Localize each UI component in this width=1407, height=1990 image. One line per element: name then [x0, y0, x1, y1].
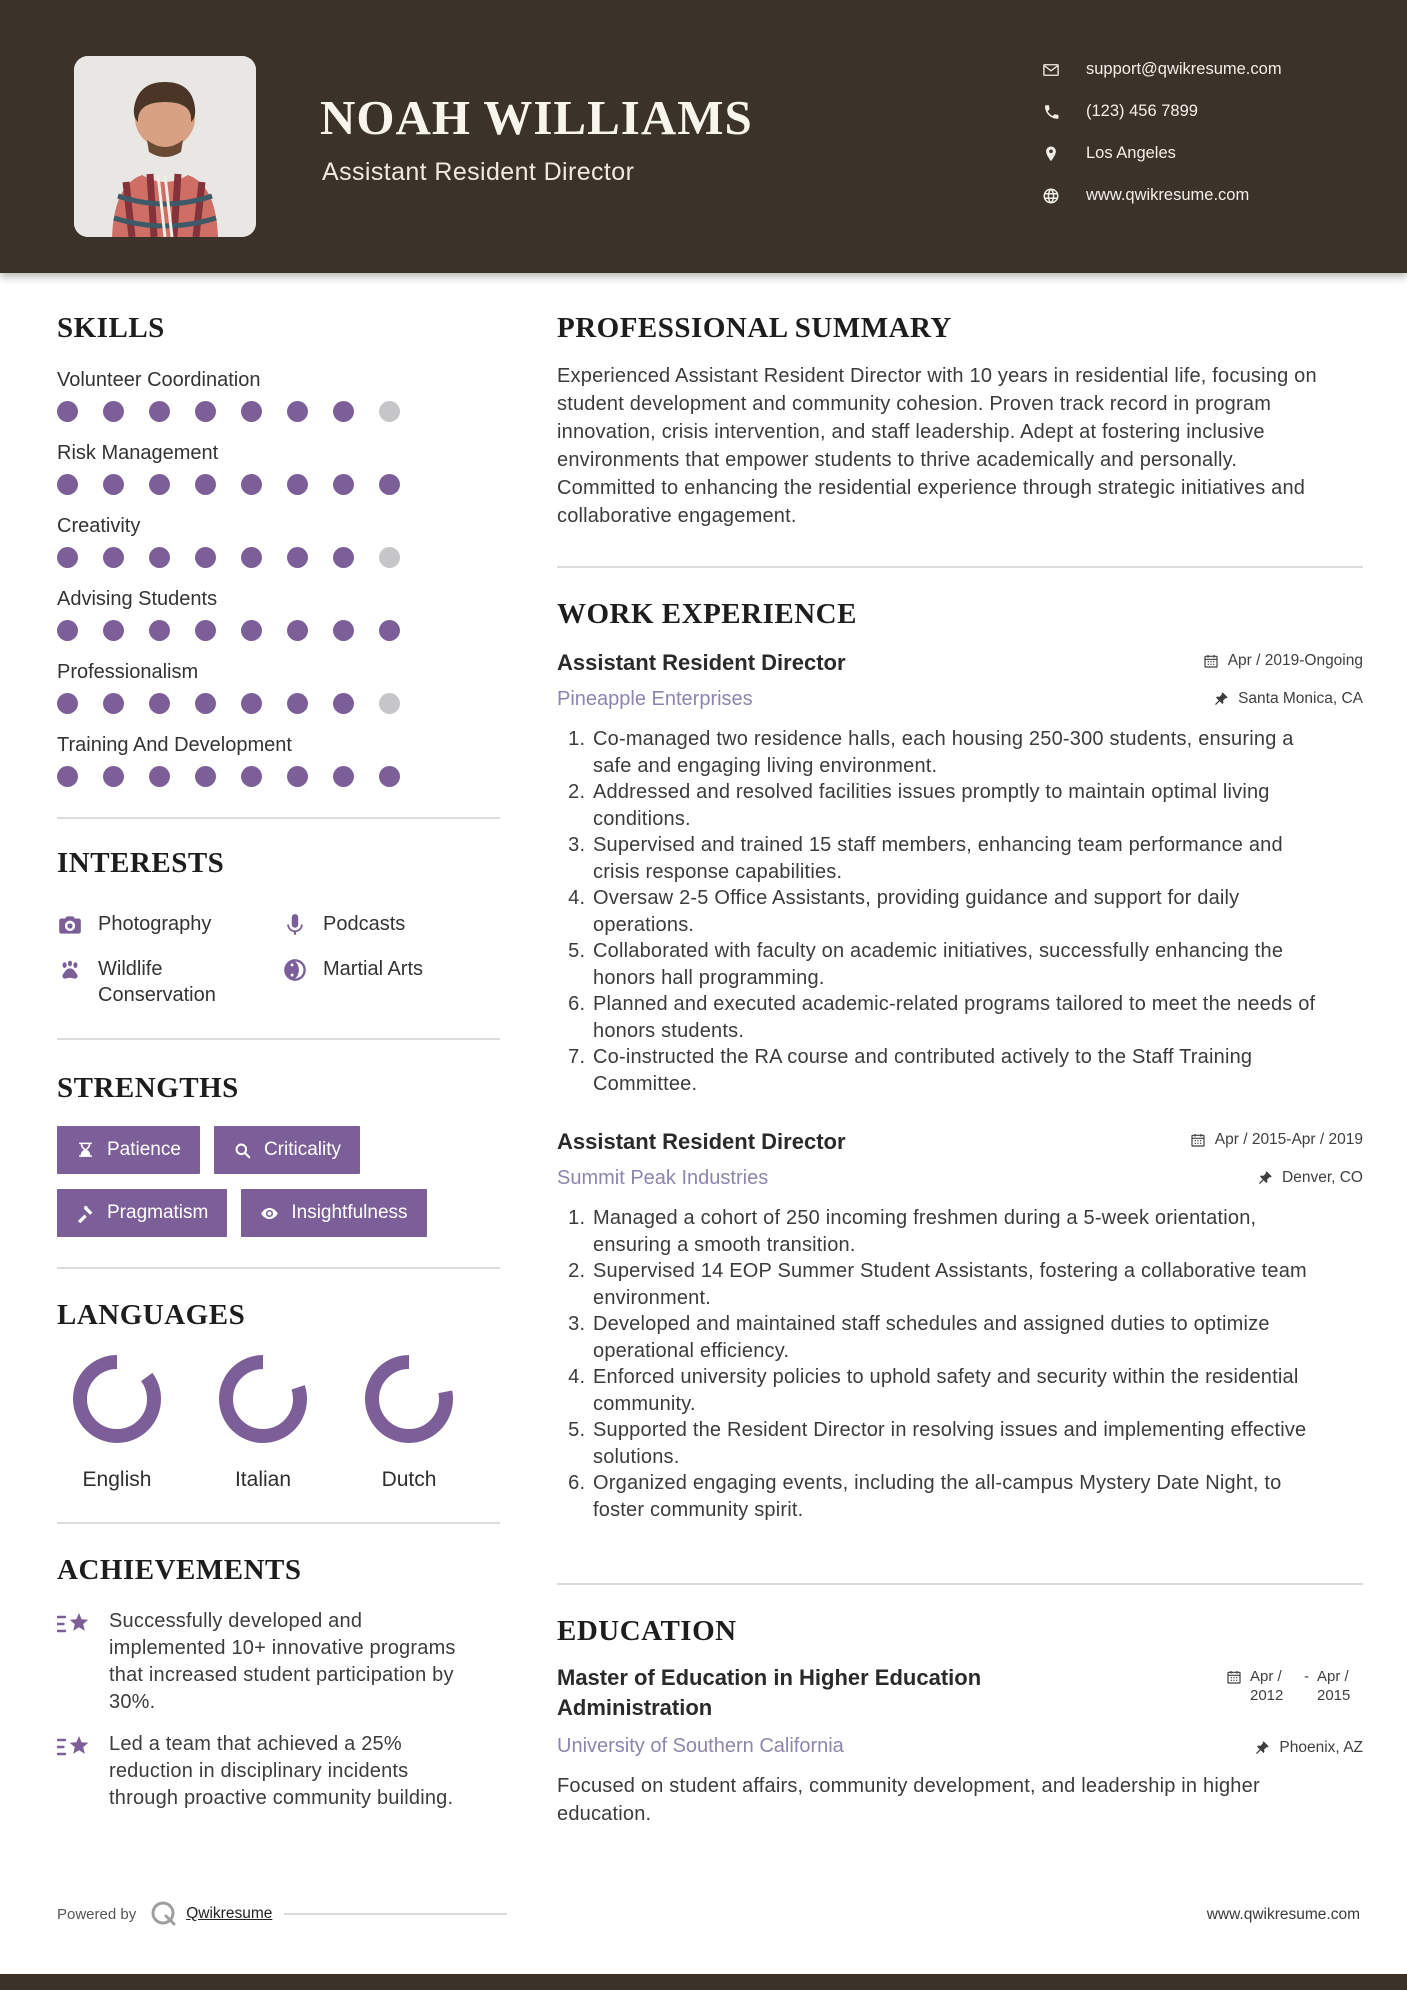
rating-dot-filled — [241, 620, 262, 641]
skill-rating — [57, 474, 500, 495]
rating-dot-filled — [287, 620, 308, 641]
profile-photo-image — [74, 56, 256, 237]
qwikresume-link[interactable]: Qwikresume — [186, 1905, 273, 1922]
interest-item — [57, 911, 282, 938]
education-date-start: Apr / 2012 — [1250, 1668, 1284, 1704]
skill-item — [57, 587, 500, 641]
summary-heading: PROFESSIONAL SUMMARY — [557, 312, 952, 344]
job-location-text: Santa Monica, CA — [1238, 690, 1363, 707]
interest-label: Photography — [98, 913, 212, 935]
magnifier-icon — [233, 1141, 252, 1160]
contact-phone-text: (123) 456 7899 — [1086, 102, 1198, 120]
degree-title: Master of Education in Higher Education Administration — [557, 1665, 982, 1720]
rating-dot-filled — [57, 401, 78, 422]
skill-label: Volunteer Coordination — [57, 369, 261, 391]
header — [0, 0, 1407, 273]
achievements-list — [57, 1608, 500, 1812]
skill-item — [57, 368, 500, 422]
candidate-name: NOAH WILLIAMS — [320, 90, 753, 145]
interest-label: Podcasts — [323, 913, 406, 935]
education-entry — [557, 1663, 1363, 1828]
job-bullet: 3. Supervised and trained 15 staff members, enhancing team performance and crisis response capabilities. — [591, 832, 1328, 885]
eye-icon — [260, 1204, 279, 1223]
interest-item — [282, 956, 500, 1008]
job-bullet: 2. Supervised 14 EOP Summer Student Assistants, fostering a collaborative team environment. — [591, 1258, 1328, 1311]
job-dates-text: Apr / 2015-Apr / 2019 — [1214, 1131, 1363, 1148]
rating-dot-filled — [195, 766, 216, 787]
rating-dot-empty — [379, 401, 400, 422]
pushpin-icon — [1254, 1740, 1270, 1756]
job-bullet: 6. Organized engaging events, including the all-campus Mystery Date Night, to foster community spirit. — [591, 1470, 1328, 1523]
rating-dot-filled — [287, 766, 308, 787]
rating-dot-filled — [103, 547, 124, 568]
job-location — [1257, 1169, 1363, 1187]
rating-dot-filled — [57, 620, 78, 641]
rating-dot-filled — [103, 474, 124, 495]
experience-heading: WORK EXPERIENCE — [557, 598, 857, 630]
language-label: Dutch — [381, 1468, 437, 1491]
skill-label: Creativity — [57, 515, 141, 537]
rating-dot-filled — [149, 401, 170, 422]
languages-row — [57, 1351, 500, 1492]
wrench-icon — [76, 1204, 95, 1223]
strength-badge — [57, 1126, 200, 1174]
job-bullet: 7. Co-instructed the RA course and contributed actively to the Staff Training Committee. — [591, 1044, 1328, 1097]
rating-dot-empty — [379, 693, 400, 714]
job-location — [1213, 690, 1363, 708]
job-bullet: 6. Planned and executed academic-related programs tailored to meet the needs of honors students. — [591, 991, 1328, 1044]
skill-rating — [57, 547, 500, 568]
job-bullets — [557, 726, 1328, 1097]
sidebar-divider — [57, 817, 500, 819]
powered-by-label: Powered by — [57, 1905, 137, 1923]
rating-dot-empty — [379, 547, 400, 568]
rating-dot-filled — [103, 766, 124, 787]
education-date-separator: - — [1304, 1668, 1309, 1685]
skill-rating — [57, 766, 500, 787]
language-item — [361, 1351, 457, 1492]
language-donut — [361, 1351, 457, 1447]
job-title: Assistant Resident Director — [557, 1129, 846, 1154]
strengths-badges — [57, 1126, 500, 1237]
map-pin-icon — [1042, 145, 1060, 163]
strength-label: Patience — [107, 1139, 181, 1160]
email-icon — [1042, 61, 1060, 79]
job-bullet: 3. Developed and maintained staff schedules and assigned duties to optimize operational efficiency. — [591, 1311, 1328, 1364]
rating-dot-filled — [241, 474, 262, 495]
rating-dot-filled — [57, 766, 78, 787]
skill-label: Training And Development — [57, 734, 292, 756]
rating-dot-filled — [103, 693, 124, 714]
rating-dot-filled — [241, 766, 262, 787]
achievement-star-icon — [57, 1611, 93, 1641]
rating-dot-filled — [149, 693, 170, 714]
job-title: Assistant Resident Director — [557, 650, 846, 675]
strength-badge — [214, 1126, 360, 1174]
strength-badge — [57, 1189, 227, 1237]
calendar-icon — [1226, 1669, 1242, 1685]
rating-dot-filled — [379, 474, 400, 495]
strength-label: Insightfulness — [291, 1202, 408, 1223]
rating-dot-filled — [149, 474, 170, 495]
rating-dot-filled — [379, 766, 400, 787]
achievement-item — [57, 1731, 500, 1812]
language-donut — [215, 1351, 311, 1447]
rating-dot-filled — [149, 620, 170, 641]
bottom-bar — [0, 1974, 1407, 1990]
achievement-text: Successfully developed and implemented 10+ innovative programs that increased student participation by 30%. — [109, 1610, 456, 1713]
education-heading: EDUCATION — [557, 1615, 737, 1647]
company-name: Summit Peak Industries — [557, 1167, 769, 1189]
sidebar-divider — [57, 1522, 500, 1524]
skill-label: Advising Students — [57, 588, 218, 610]
skill-item — [57, 441, 500, 495]
rating-dot-filled — [333, 401, 354, 422]
footer-website-link[interactable]: www.qwikresume.com — [1206, 1906, 1360, 1923]
job-bullets — [557, 1205, 1328, 1523]
language-donut — [69, 1351, 165, 1447]
rating-dot-filled — [333, 474, 354, 495]
job-bullet: 5. Collaborated with faculty on academic initiatives, successfully enhancing the honors hall programming. — [591, 938, 1328, 991]
achievements-heading: ACHIEVEMENTS — [57, 1554, 302, 1586]
language-label: Italian — [234, 1468, 292, 1491]
achievement-item — [57, 1608, 500, 1716]
job-dates — [1190, 1131, 1363, 1149]
contact-phone[interactable] — [1042, 100, 1282, 123]
rating-dot-filled — [333, 693, 354, 714]
skill-rating — [57, 401, 500, 422]
company-name: Pineapple Enterprises — [557, 688, 753, 710]
job-bullet: 5. Supported the Resident Director in resolving issues and implementing effective solutions. — [591, 1417, 1328, 1470]
language-label: English — [82, 1468, 152, 1491]
skill-item — [57, 733, 500, 787]
education-dates — [1226, 1667, 1363, 1705]
job-bullet: 4. Enforced university policies to uphold safety and security within the residential community. — [591, 1364, 1328, 1417]
main-divider — [557, 566, 1363, 568]
interests-grid — [57, 911, 500, 1008]
contact-website-text: www.qwikresume.com — [1086, 186, 1250, 204]
camera-icon — [57, 912, 83, 938]
language-item — [69, 1351, 165, 1492]
main-column — [557, 310, 1363, 1828]
hourglass-icon — [76, 1141, 95, 1160]
education-date-end: Apr / 2015 — [1317, 1668, 1351, 1704]
rating-dot-filled — [287, 693, 308, 714]
education-description: Focused on student affairs, community development, and leadership in higher education. — [557, 1775, 1260, 1825]
pushpin-icon — [1257, 1170, 1273, 1186]
education-location — [1254, 1739, 1363, 1757]
job-dates — [1203, 652, 1363, 670]
rating-dot-filled — [195, 547, 216, 568]
job-bullet: 4. Oversaw 2-5 Office Assistants, providing guidance and support for daily operations. — [591, 885, 1328, 938]
calendar-icon — [1190, 1132, 1206, 1148]
rating-dot-filled — [287, 474, 308, 495]
skill-label: Professionalism — [57, 661, 199, 683]
rating-dot-filled — [195, 620, 216, 641]
main-divider — [557, 1583, 1363, 1585]
contact-location-text: Los Angeles — [1086, 144, 1176, 162]
footer-divider-line — [284, 1913, 507, 1915]
contact-email-text: support@qwikresume.com — [1086, 60, 1282, 78]
rating-dot-filled — [195, 401, 216, 422]
candidate-title: Assistant Resident Director — [322, 158, 635, 186]
rating-dot-filled — [149, 766, 170, 787]
martial-arts-icon — [282, 957, 308, 983]
interest-label: Martial Arts — [323, 958, 424, 980]
job-entry — [557, 1127, 1363, 1523]
rating-dot-filled — [333, 620, 354, 641]
job-bullet: 2. Addressed and resolved facilities issues promptly to maintain optimal living conditions. — [591, 779, 1328, 832]
job-dates-text: Apr / 2019-Ongoing — [1227, 652, 1363, 669]
skill-item — [57, 514, 500, 568]
rating-dot-filled — [195, 693, 216, 714]
globe-icon — [1042, 187, 1060, 205]
rating-dot-filled — [241, 547, 262, 568]
rating-dot-filled — [57, 474, 78, 495]
rating-dot-filled — [57, 547, 78, 568]
footer-powered-by — [57, 1900, 507, 1928]
rating-dot-filled — [103, 620, 124, 641]
microphone-icon — [282, 912, 308, 938]
rating-dot-filled — [287, 547, 308, 568]
strengths-heading: STRENGTHS — [57, 1072, 239, 1104]
strength-badge — [241, 1189, 426, 1237]
profile-photo — [74, 56, 256, 237]
strength-label: Criticality — [263, 1139, 342, 1160]
calendar-icon — [1203, 653, 1219, 669]
rating-dot-filled — [333, 547, 354, 568]
rating-dot-filled — [333, 766, 354, 787]
interest-label: Wildlife Conservation — [98, 958, 216, 1006]
pushpin-icon — [1213, 691, 1229, 707]
summary-text: Experienced Assistant Resident Director with 10 years in residential life, focusing on student development and community cohesion. Proven track record in program innovation, crisis intervention, and staff leadership. Adept at fostering inclusive environments that empower students to thrive academically and personally. Committed to enhancing the residential experience through strategic initiatives and collaborative engagement. — [557, 365, 1317, 527]
school-name: University of Southern California — [557, 1735, 844, 1757]
achievement-star-icon — [57, 1734, 93, 1764]
rating-dot-filled — [241, 401, 262, 422]
skill-rating — [57, 693, 500, 714]
rating-dot-filled — [195, 474, 216, 495]
rating-dot-filled — [379, 620, 400, 641]
languages-heading: LANGUAGES — [57, 1299, 246, 1331]
skill-label: Risk Management — [57, 442, 219, 464]
skills-list — [57, 368, 500, 787]
interests-heading: INTERESTS — [57, 847, 225, 879]
sidebar-divider — [57, 1038, 500, 1040]
skill-item — [57, 660, 500, 714]
sidebar — [57, 310, 500, 1827]
interest-item — [282, 911, 500, 938]
skill-rating — [57, 620, 500, 641]
job-entry — [557, 648, 1363, 1097]
job-bullet: 1. Co-managed two residence halls, each housing 250-300 students, ensuring a safe and engaging living environment. — [591, 726, 1328, 779]
wildlife-icon — [57, 957, 83, 983]
jobs-list — [557, 648, 1363, 1523]
qwikresume-logo — [150, 1900, 178, 1928]
rating-dot-filled — [57, 693, 78, 714]
contact-location — [1042, 142, 1282, 165]
education-location-text: Phoenix, AZ — [1279, 1739, 1363, 1756]
contact-website[interactable] — [1042, 184, 1282, 207]
job-location-text: Denver, CO — [1282, 1169, 1363, 1186]
interest-item — [57, 956, 282, 1008]
contact-block — [1042, 58, 1282, 226]
rating-dot-filled — [103, 401, 124, 422]
strength-label: Pragmatism — [107, 1202, 209, 1223]
job-bullet: 1. Managed a cohort of 250 incoming freshmen during a 5-week orientation, ensuring a smooth transition. — [591, 1205, 1328, 1258]
sidebar-divider — [57, 1267, 500, 1269]
achievement-text: Led a team that achieved a 25% reduction in disciplinary incidents through proactive community building. — [109, 1733, 454, 1809]
skills-heading: SKILLS — [57, 312, 165, 344]
rating-dot-filled — [287, 401, 308, 422]
rating-dot-filled — [149, 547, 170, 568]
rating-dot-filled — [241, 693, 262, 714]
phone-icon — [1042, 103, 1060, 121]
language-item — [215, 1351, 311, 1492]
contact-email[interactable] — [1042, 58, 1282, 81]
